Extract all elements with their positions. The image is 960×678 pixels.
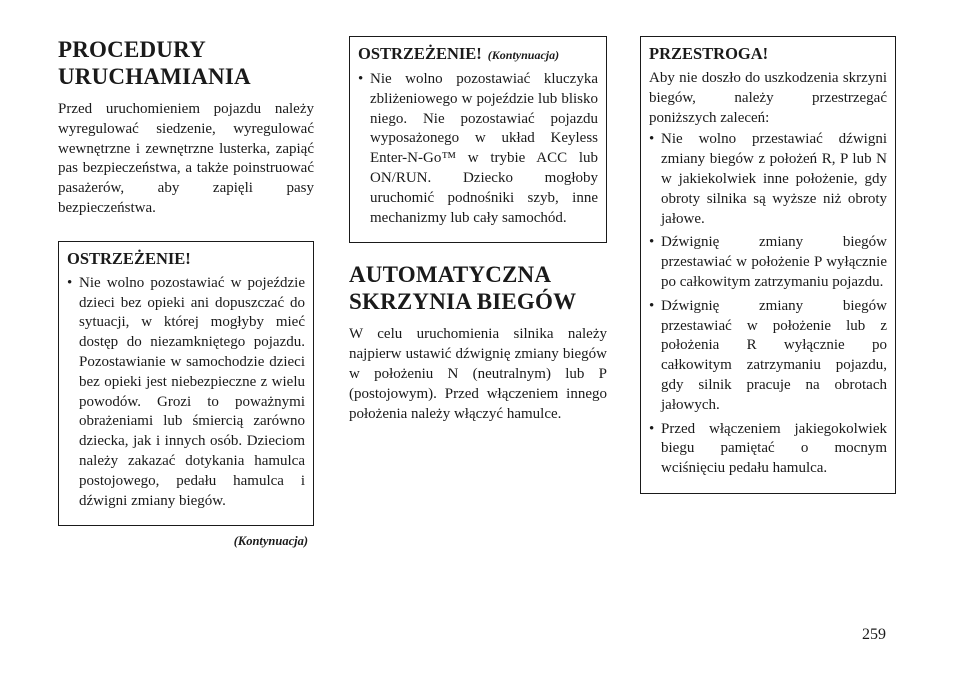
page-number: 259 — [862, 626, 886, 643]
caution-lead: Aby nie doszło do uszkodzenia skrzyni biegów, należy przestrzegać poniższych zaleceń: — [649, 70, 887, 126]
warning-list — [67, 274, 305, 512]
warning-title — [358, 43, 598, 66]
intro-paragraph: Przed uruchomieniem pojazdu należy wyregulować siedzenie, wyregulować wewnętrzne i zewnętrzne lusterka, zapiąć pas bezpieczeństwa, a także poinstruować pasażerów, aby zapięli pasy bezpieczeństwa. — [58, 101, 314, 216]
caution-list — [649, 130, 887, 479]
caution-title: PRZESTROGA! — [649, 44, 769, 63]
column-middle — [349, 36, 607, 424]
warning-continued-label: (Kontynuacja) — [487, 48, 560, 62]
caution-item: • Dźwignię zmiany biegów przestawiać w położenie lub z położenia R wyłącznie po całkowitym zatrzymaniu pojazdu, gdy silnik pracuje na obrotach jałowych. — [649, 297, 887, 416]
warning-title: OSTRZEŻENIE! — [67, 248, 191, 268]
section-heading-starting-procedures: PROCEDURY URUCHAMIANIA — [58, 37, 251, 89]
section-heading-automatic-transmission: AUTOMATYCZNA SKRZYNIA BIEGÓW — [349, 262, 577, 315]
caution-item: • Dźwignię zmiany biegów przestawiać w położenie P wyłącznie po całkowitym zatrzymaniu pojazdu. — [649, 233, 887, 292]
caution-box-transmission — [640, 36, 896, 494]
warning-item: • Nie wolno pozostawiać kluczyka zbliżeniowego w pojeździe lub blisko niego. Nie pozostawiać pojazdu wyposażonego w układ Keyless Enter-N-Go™ w trybie ACC lub ON/RUN. Dziecko mogłoby uruchomić podnośniki szyb, inne mechanizmy lub cały samochód. — [358, 70, 598, 228]
caution-item: • Nie wolno przestawiać dźwigni zmiany biegów z położeń R, P lub N w jakiekolwiek inne położenie, gdy obroty silnika są wyższe niż obroty jałowe. — [649, 130, 887, 229]
transmission-paragraph: W celu uruchomienia silnika należy najpierw ustawić dźwignię zmiany biegów w położeniu N (neutralnym) lub P (postojowym). Przed włączeniem innego położenia należy włączyć hamulce. — [349, 326, 607, 422]
warning-list — [358, 70, 598, 228]
column-left — [58, 36, 314, 549]
continued-note: (Kontynuacja) — [233, 534, 308, 549]
warning-box-children — [58, 241, 314, 527]
column-right — [640, 36, 896, 494]
warning-box-key-fob — [349, 36, 607, 243]
warning-item: • Nie wolno pozostawiać w pojeździe dzieci bez opieki ani dopuszczać do sytuacji, w której mogłyby mieć dostęp do niezamkniętego pojazdu. Pozostawianie w samochodzie dzieci bez opieki jest niebezpieczne z wielu powodów. Grozi to poważnymi obrażeniami lub śmiercią zarówno dziecka, jak i innych osób. Dzieciom należy zakazać dotykania hamulca postojowego, pedału hamulca i dźwigni zmiany biegów. — [67, 274, 305, 512]
caution-item: • Przed włączeniem jakiegokolwiek biegu pamiętać o mocnym wciśnięciu pedału hamulca. — [649, 420, 887, 479]
warning-title-text: OSTRZEŻENIE! — [358, 44, 482, 63]
